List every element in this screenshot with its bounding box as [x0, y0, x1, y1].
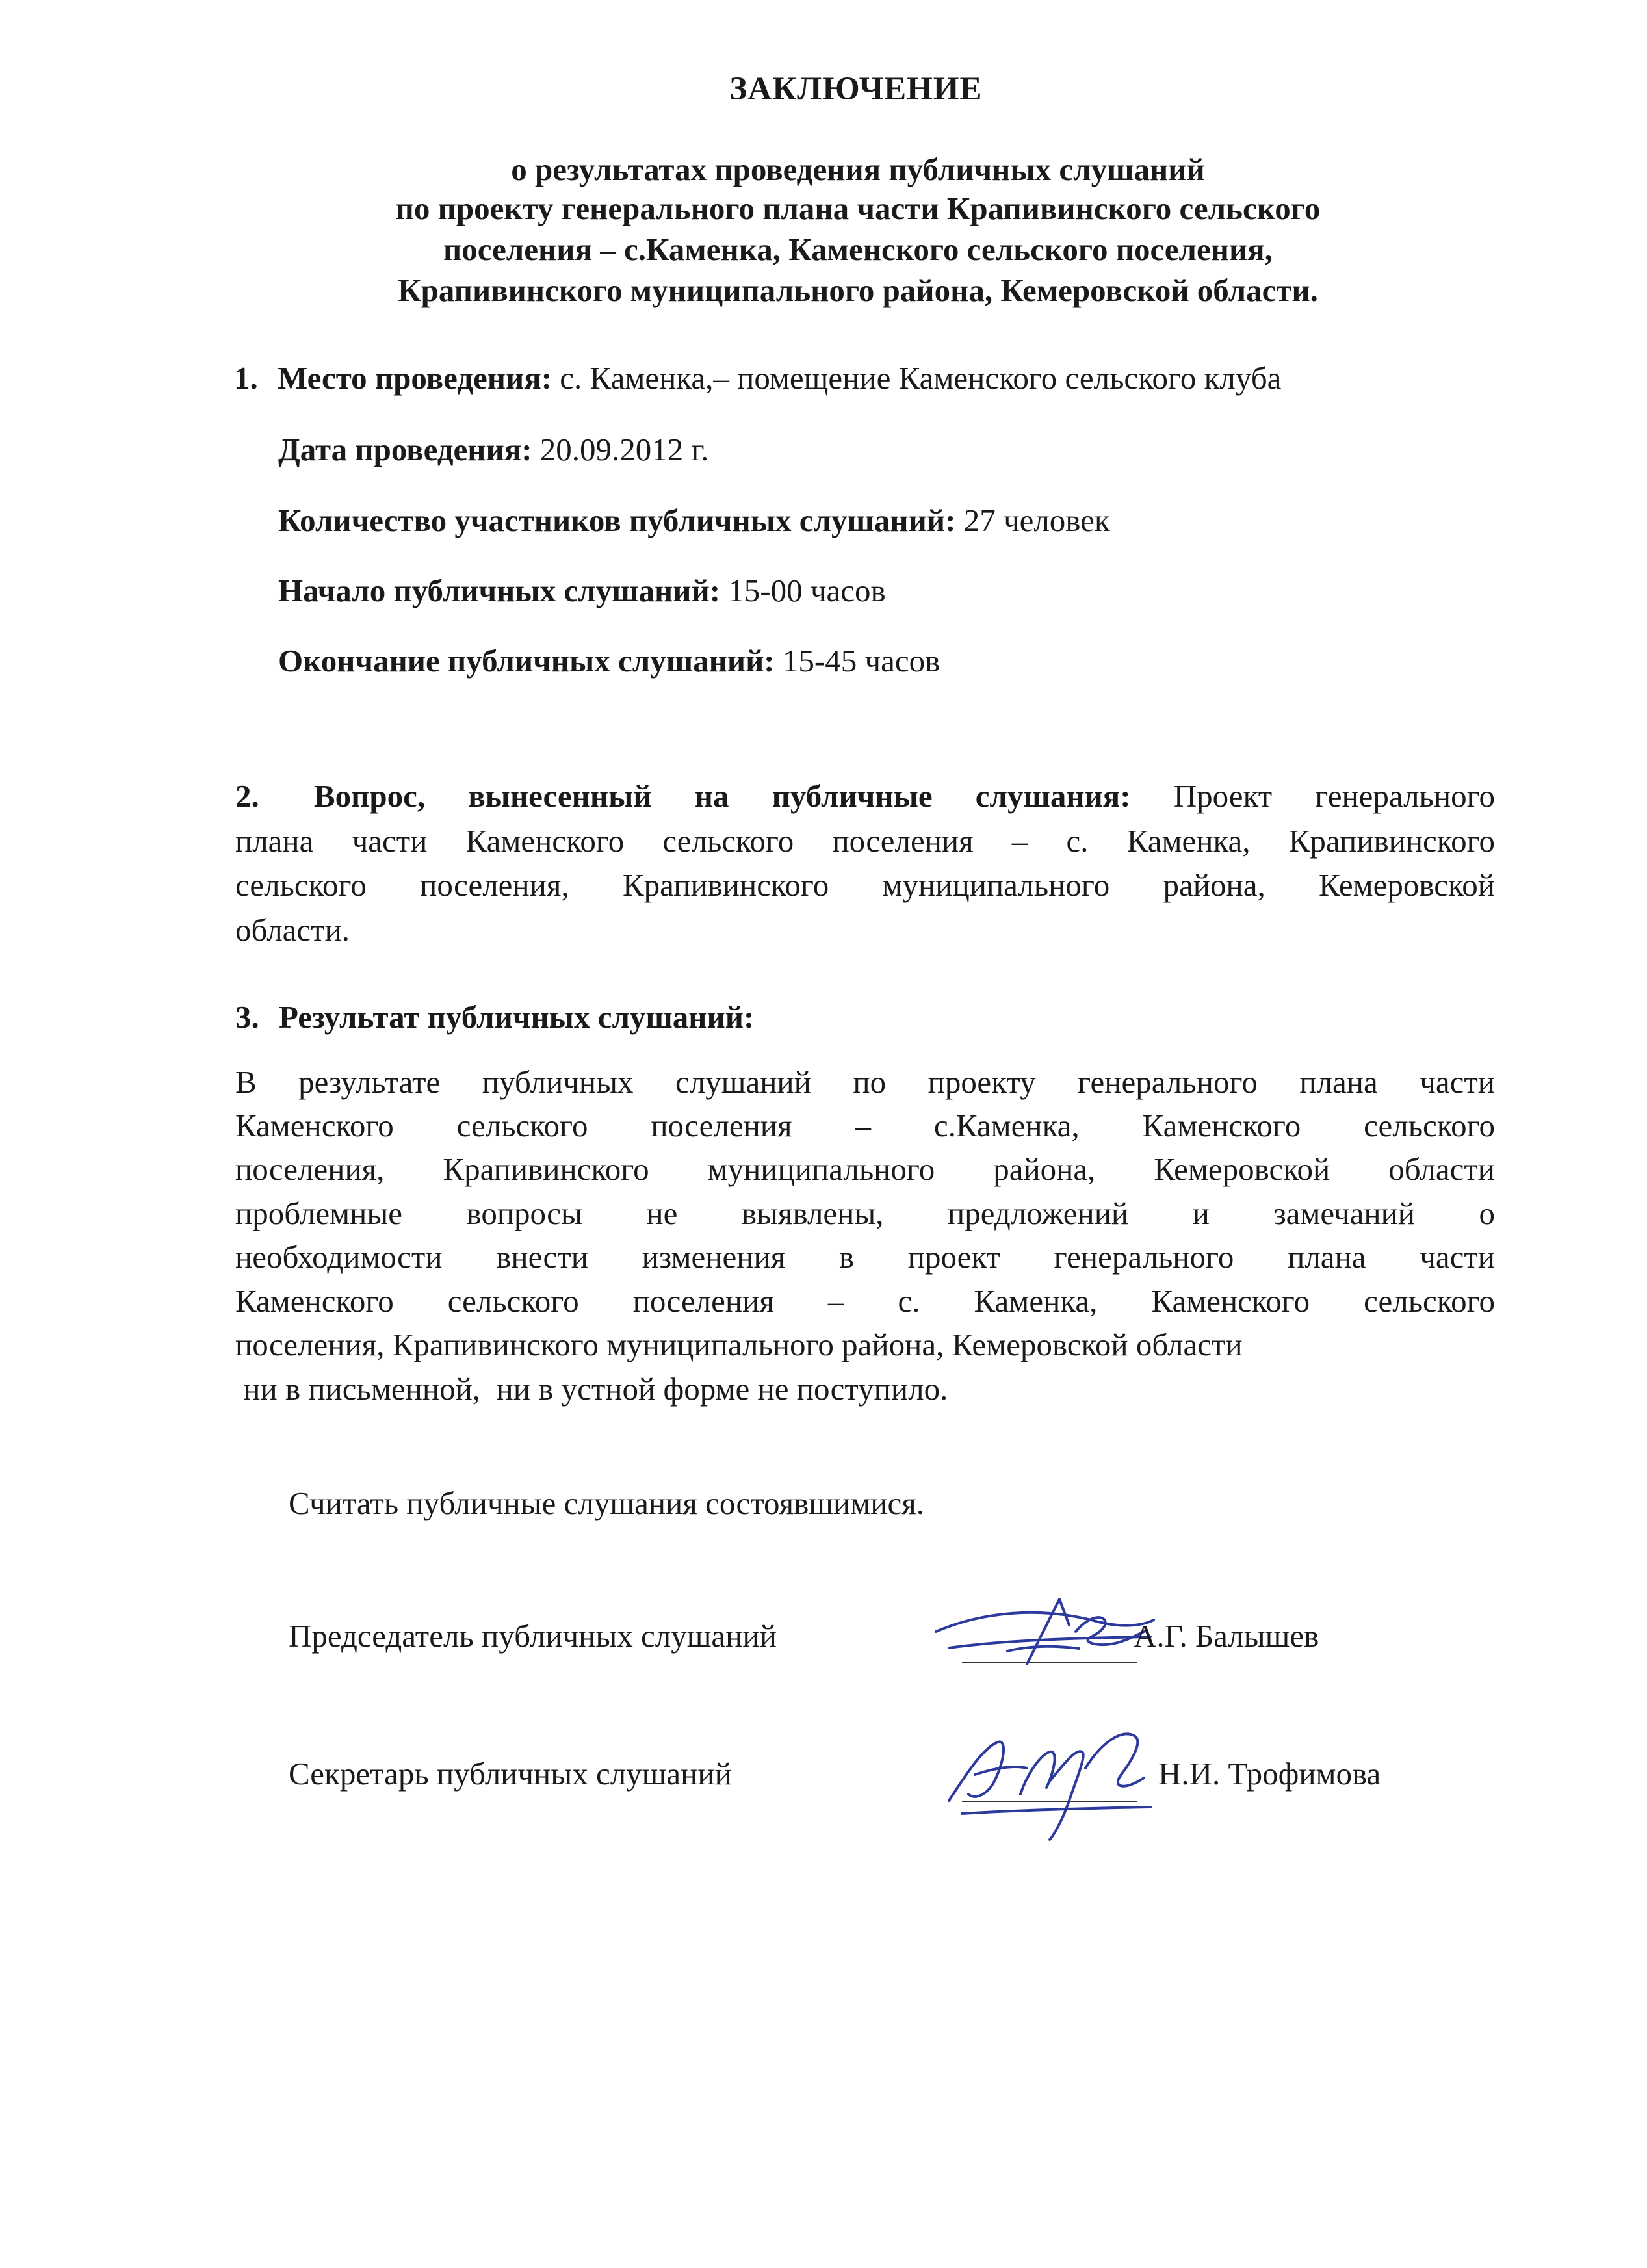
section-2-heading-line	[235, 777, 1495, 816]
section-3-label: Результат публичных слушаний:	[279, 999, 755, 1035]
subtitle-line-2: по проекту генерального плана части Крапивинского сельского	[395, 190, 1321, 226]
section-2-line-1-rest: Проект генерального	[1173, 778, 1496, 814]
section-3-number: 3.	[235, 999, 259, 1035]
section-1-start	[278, 572, 886, 610]
place-value: с. Каменка,– помещение Каменского сельского клуба	[552, 360, 1282, 396]
section-2-line-3: сельского поселения, Крапивинского муниципального района, Кемеровской	[235, 867, 1495, 903]
secretary-signature-icon	[936, 1703, 1170, 1846]
chair-name: А.Г. Балышев	[1134, 1618, 1319, 1654]
section-3-line-3: поселения, Крапивинского муниципального района, Кемеровской области	[235, 1151, 1495, 1187]
section-3-line-4: проблемные вопросы не выявлены, предложений и замечаний о	[235, 1195, 1495, 1231]
subtitle-line-1: о результатах проведения публичных слушаний	[511, 151, 1205, 187]
section-3-heading	[235, 998, 754, 1037]
secretary-role: Секретарь публичных слушаний	[289, 1756, 732, 1792]
participants-value: 27 человек	[955, 502, 1110, 538]
section-3-line-1: В результате публичных слушаний по проекту генерального плана части	[235, 1064, 1495, 1100]
conclusion-text: Считать публичные слушания состоявшимися.	[289, 1485, 925, 1521]
section-3-line-7: поселения, Крапивинского муниципального района, Кемеровской области	[235, 1327, 1243, 1362]
end-label: Окончание публичных слушаний:	[278, 643, 775, 679]
participants-label: Количество участников публичных слушаний:	[278, 502, 956, 538]
section-1-number: 1.	[234, 360, 258, 396]
section-2-number: 2.	[235, 778, 259, 814]
chair-role: Председатель публичных слушаний	[289, 1618, 777, 1654]
section-1-place	[234, 359, 1281, 398]
section-3-line-2: Каменского сельского поселения – с.Каменка, Каменского сельского	[235, 1108, 1495, 1143]
section-1-end	[278, 642, 940, 681]
section-3-line-8: ни в письменной, ни в устной форме не поступило.	[235, 1371, 948, 1407]
section-1-participants	[278, 502, 1110, 540]
place-label: Место проведения:	[278, 360, 552, 396]
section-3-line-6: Каменского сельского поселения – с. Каменка, Каменского сельского	[235, 1283, 1495, 1319]
secretary-name: Н.И. Трофимова	[1158, 1756, 1381, 1792]
start-label: Начало публичных слушаний:	[278, 573, 721, 608]
date-label: Дата проведения:	[278, 432, 532, 467]
section-2-line-4: области.	[235, 912, 350, 948]
section-3-line-5: необходимости внести изменения в проект генерального плана части	[235, 1239, 1495, 1275]
end-value: 15-45 часов	[774, 643, 940, 679]
section-1-date	[278, 431, 708, 469]
subtitle-line-3: поселения – с.Каменка, Каменского сельского поселения,	[443, 231, 1273, 267]
section-2-line-2: плана части Каменского сельского поселения – с. Каменка, Крапивинского	[235, 823, 1495, 859]
chair-signature-icon	[929, 1586, 1163, 1684]
date-value: 20.09.2012 г.	[532, 432, 709, 467]
start-value: 15-00 часов	[720, 573, 886, 608]
document-title: ЗАКЛЮЧЕНИЕ	[729, 71, 983, 107]
subtitle-line-4: Крапивинского муниципального района, Кемеровской области.	[398, 272, 1318, 308]
section-2-label: Вопрос, вынесенный на публичные слушания:	[313, 778, 1131, 814]
